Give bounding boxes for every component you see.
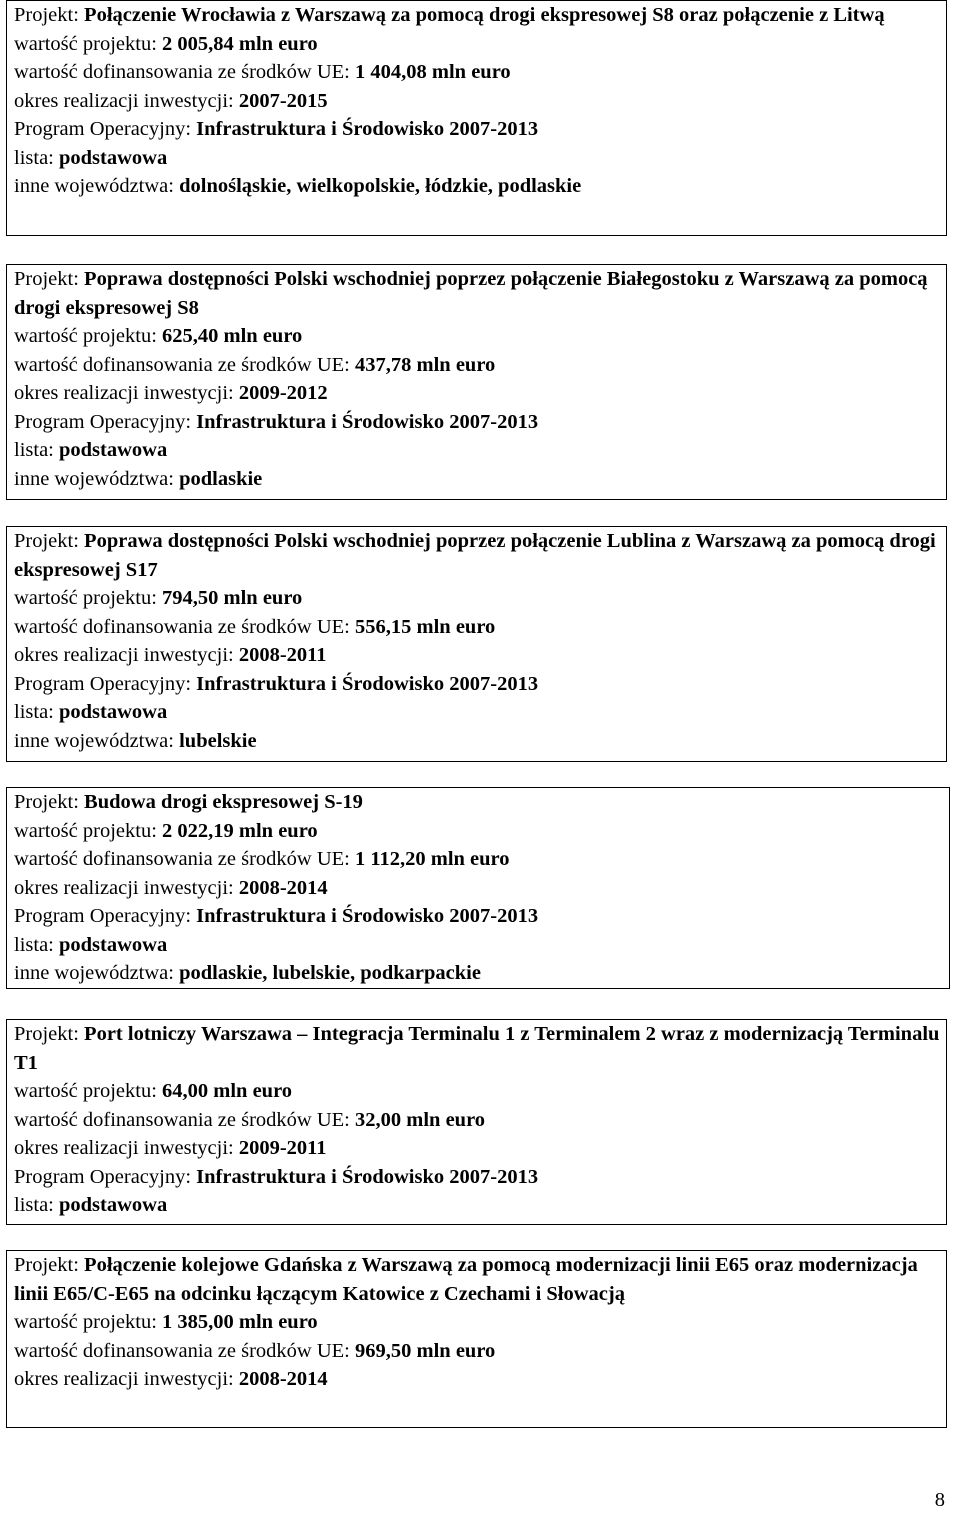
project-box-4 (6, 787, 950, 989)
project-title (14, 265, 946, 322)
program-label: Program Operacyjny: (14, 118, 197, 140)
period-value: 2007-2015 (238, 89, 328, 112)
cofinancing-label: wartość dofinansowania ze środków UE: (14, 615, 356, 638)
project-value-row (14, 30, 946, 59)
project-value-row (14, 1077, 946, 1106)
program-label: Program Operacyjny: (14, 672, 197, 695)
project-value: 64,00 mln euro (162, 1080, 293, 1102)
project-title-text: Poprawa dostępności Polski wschodniej poprzez połączenie Lublina z Warszawą za pomocą drogi ekspresowej S17 (14, 530, 936, 581)
regions-label: inne województwa: (14, 962, 180, 984)
program-value: Infrastruktura i Środowisko 2007-2013 (196, 410, 539, 433)
regions-label: inne województwa: (14, 467, 180, 490)
project-box-5 (6, 1019, 947, 1225)
list-value: podstawowa (58, 933, 168, 956)
project-value-label: wartość projektu: (14, 32, 163, 55)
project-box-3 (6, 526, 947, 762)
cofinancing-label: wartość dofinansowania ze środków UE: (14, 61, 356, 83)
list-label: lista: (14, 1194, 59, 1216)
program-label: Program Operacyjny: (14, 905, 197, 927)
project-box-1 (6, 0, 947, 236)
project-title (14, 527, 946, 584)
period-value: 2008-2014 (238, 876, 328, 899)
program-row (14, 902, 949, 931)
project-value: 2 022,19 mln euro (162, 819, 318, 842)
program-row (14, 115, 946, 144)
period-value: 2009-2011 (238, 1137, 327, 1159)
project-value-label: wartość projektu: (14, 587, 163, 609)
period-row (14, 874, 949, 903)
list-value: podstawowa (58, 146, 168, 169)
list-label: lista: (14, 701, 59, 723)
cofinancing-row (14, 613, 946, 642)
cofinancing-value: 1 112,20 mln euro (355, 848, 510, 870)
program-value: Infrastruktura i Środowisko 2007-2013 (196, 672, 539, 695)
cofinancing-label: wartość dofinansowania ze środków UE: (14, 1339, 356, 1362)
program-value: Infrastruktura i Środowisko 2007-2013 (196, 118, 539, 140)
program-label: Program Operacyjny: (14, 1165, 197, 1188)
project-value: 794,50 mln euro (162, 587, 303, 609)
project-value-row (14, 1308, 946, 1337)
cofinancing-row (14, 1337, 946, 1366)
cofinancing-row (14, 58, 946, 87)
period-label: okres realizacji inwestycji: (14, 89, 239, 112)
project-value: 625,40 mln euro (162, 325, 303, 347)
regions-label: inne województwa: (14, 729, 180, 752)
project-title (14, 1, 946, 30)
project-title (14, 1251, 946, 1308)
list-label: lista: (14, 439, 59, 461)
list-row (14, 931, 949, 960)
project-title-text: Budowa drogi ekspresowej S-19 (84, 791, 363, 813)
project-value: 1 385,00 mln euro (162, 1311, 318, 1333)
cofinancing-value: 437,78 mln euro (355, 353, 496, 376)
period-row (14, 1365, 946, 1394)
period-row (14, 1134, 946, 1163)
regions-label: inne województwa: (14, 175, 180, 197)
project-value-row (14, 322, 946, 351)
regions-value: podlaskie (179, 467, 263, 490)
project-title (14, 788, 949, 817)
project-value-label: wartość projektu: (14, 1080, 163, 1102)
period-label: okres realizacji inwestycji: (14, 1368, 239, 1390)
program-row (14, 408, 946, 437)
list-value: podstawowa (58, 701, 168, 723)
project-value-row (14, 817, 949, 846)
list-value: podstawowa (58, 1194, 168, 1216)
project-label: Projekt: (14, 1023, 85, 1045)
project-label: Projekt: (14, 4, 85, 26)
period-row (14, 641, 946, 670)
cofinancing-row (14, 1106, 946, 1135)
period-label: okres realizacji inwestycji: (14, 1137, 239, 1159)
project-label: Projekt: (14, 268, 85, 290)
project-box-2 (6, 264, 947, 500)
project-title-text: Połączenie Wrocławia z Warszawą za pomocą drogi ekspresowej S8 oraz połączenie z Litwą (84, 4, 885, 26)
list-row (14, 698, 946, 727)
regions-row (14, 172, 946, 201)
project-value-row (14, 584, 946, 613)
project-title (14, 1020, 946, 1077)
program-label: Program Operacyjny: (14, 410, 197, 433)
list-row (14, 1191, 946, 1220)
page-number: 8 (934, 1489, 945, 1511)
cofinancing-value: 969,50 mln euro (355, 1339, 496, 1362)
project-value-label: wartość projektu: (14, 819, 163, 842)
project-box-6 (6, 1250, 947, 1428)
regions-value: podlaskie, lubelskie, podkarpackie (179, 962, 481, 984)
project-title-text: Port lotniczy Warszawa – Integracja Terminalu 1 z Terminalem 2 wraz z modernizacją Terminalu T1 (14, 1023, 940, 1074)
period-row (14, 87, 946, 116)
project-title-text: Połączenie kolejowe Gdańska z Warszawą za pomocą modernizacji linii E65 oraz modernizacja linii E65/C-E65 na odcinku łączącym Katowice z Czechami i Słowacją (14, 1254, 918, 1305)
period-value: 2009-2012 (238, 382, 328, 404)
period-value: 2008-2014 (238, 1368, 328, 1390)
cofinancing-row (14, 351, 946, 380)
list-value: podstawowa (58, 439, 168, 461)
cofinancing-value: 1 404,08 mln euro (355, 61, 511, 83)
program-row (14, 670, 946, 699)
regions-row (14, 465, 946, 494)
cofinancing-value: 32,00 mln euro (355, 1108, 486, 1131)
regions-row (14, 959, 949, 988)
period-value: 2008-2011 (238, 644, 327, 666)
cofinancing-label: wartość dofinansowania ze środków UE: (14, 848, 356, 870)
regions-value: lubelskie (179, 729, 257, 752)
regions-row (14, 727, 946, 756)
list-label: lista: (14, 146, 59, 169)
project-value: 2 005,84 mln euro (162, 32, 318, 55)
cofinancing-row (14, 845, 949, 874)
cofinancing-label: wartość dofinansowania ze środków UE: (14, 353, 356, 376)
period-label: okres realizacji inwestycji: (14, 382, 239, 404)
project-title-text: Poprawa dostępności Polski wschodniej poprzez połączenie Białegostoku z Warszawą za pomocą drogi ekspresowej S8 (14, 268, 928, 319)
project-label: Projekt: (14, 530, 85, 552)
program-value: Infrastruktura i Środowisko 2007-2013 (196, 1165, 539, 1188)
period-row (14, 379, 946, 408)
period-label: okres realizacji inwestycji: (14, 644, 239, 666)
list-row (14, 436, 946, 465)
list-row (14, 144, 946, 173)
cofinancing-label: wartość dofinansowania ze środków UE: (14, 1108, 356, 1131)
program-value: Infrastruktura i Środowisko 2007-2013 (196, 905, 539, 927)
project-label: Projekt: (14, 791, 85, 813)
list-label: lista: (14, 933, 59, 956)
project-label: Projekt: (14, 1254, 85, 1276)
cofinancing-value: 556,15 mln euro (355, 615, 496, 638)
project-value-label: wartość projektu: (14, 325, 163, 347)
regions-value: dolnośląskie, wielkopolskie, łódzkie, podlaskie (179, 175, 582, 197)
project-value-label: wartość projektu: (14, 1311, 163, 1333)
program-row (14, 1163, 946, 1192)
period-label: okres realizacji inwestycji: (14, 876, 239, 899)
